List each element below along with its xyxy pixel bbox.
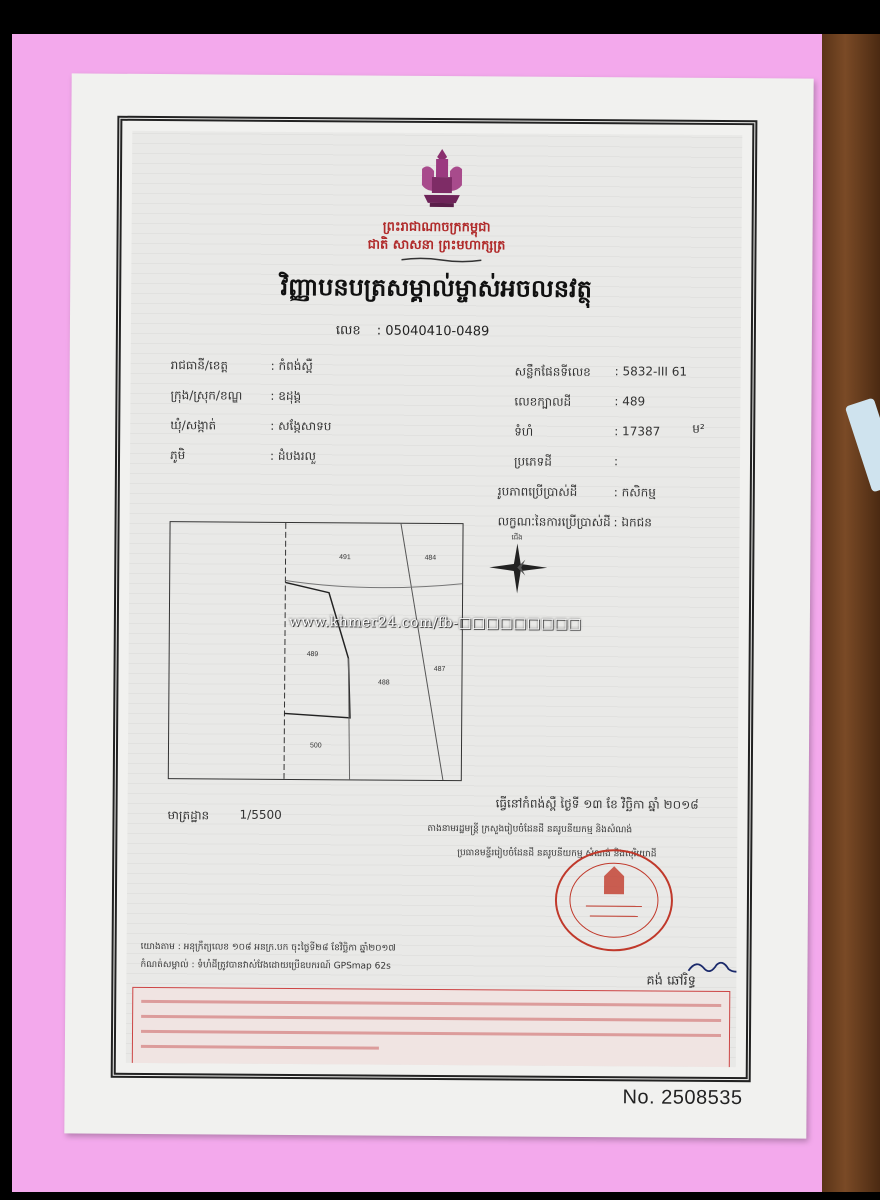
website-watermark: www.khmer24.com/fb-□□□□□□□□□ <box>288 613 582 632</box>
area-value: : 17387 <box>614 424 661 439</box>
map-sheet-label: សន្លឹកផែនទីលេខ <box>514 364 591 380</box>
warning-notice-box <box>132 987 731 1067</box>
north-label: ជើង <box>511 533 523 542</box>
use-nature-label: លក្ខណៈនៃការប្រើប្រាស់ដី <box>497 514 611 530</box>
commune-value: : សង្កែសាទប <box>270 418 332 434</box>
province-label: រាជធានី/ខេត្ត <box>170 358 229 373</box>
parcel-label-484: 484 <box>424 554 437 562</box>
royal-emblem-icon <box>414 147 470 209</box>
national-motto: ជាតិ សាសនា ព្រះមហាក្សត្រ <box>367 237 506 254</box>
certificate-body <box>126 131 742 1067</box>
village-label: ភូមិ <box>169 448 186 463</box>
official-seal-stamp <box>552 846 677 955</box>
parcel-label-491: 491 <box>339 554 351 562</box>
certificate-number-label: លេខ <box>335 323 361 339</box>
serial-number: No. 2508535 <box>622 1086 743 1110</box>
signer-title: តាងនាមរដ្ឋមន្ត្រី ក្រសួងរៀបចំដែនដី នគរូបនីយកម្ម និងសំណង់ <box>427 823 633 836</box>
certificate-number-value: : 05040410-0489 <box>376 323 490 340</box>
wood-table-edge <box>822 34 880 1192</box>
commune-label: ឃុំ/សង្កាត់ <box>170 418 217 433</box>
district-value: : ឧដុង្គ <box>270 388 302 404</box>
certificate-number <box>336 322 490 342</box>
footnote-measurement: កំណត់សម្គាល់ : ទំហំដីត្រូវបានវាស់វែងដោយប្រើឧបករណ៍ GPSmap 62s <box>140 959 391 972</box>
parcel-map <box>168 521 464 781</box>
certificate-paper <box>64 73 813 1138</box>
map-sheet-value: : 5832-III 61 <box>614 364 688 379</box>
scale-label: មាត្រដ្ឋាន <box>167 808 210 823</box>
issue-date: ធ្វើនៅកំពង់ស្ពឺ ថ្ងៃទី ១៣ ខែ វិច្ឆិកា ឆ្នាំ ២០១៨ <box>495 796 699 812</box>
parcel-number-value: : 489 <box>614 394 646 409</box>
signer-subtitle: ប្រធានមន្ទីររៀបចំដែនដី នគរូបនីយកម្ម សំណង់ និងសុរិយោដី <box>457 848 657 860</box>
parcel-number-label: លេខក្បាលដី <box>514 394 572 409</box>
certificate-frame <box>111 116 758 1082</box>
footnote-legal-basis: យោងតាម : អនុក្រឹត្យលេខ ១០៨ អនក្រ.បក ចុះថ្ងៃទី២៨ ខែវិច្ឆិកា ឆ្នាំ២០១៧ <box>140 941 396 954</box>
parcel-label-489: 489 <box>306 651 319 659</box>
scale-value: 1/5500 <box>239 807 282 822</box>
parcel-label-488: 488 <box>378 679 390 687</box>
compass-rose-icon <box>481 531 554 604</box>
ornament-divider <box>401 257 481 264</box>
kingdom-heading: ព្រះរាជាណាចក្រកម្ពុជា <box>382 219 491 236</box>
land-type-value: : <box>613 454 619 469</box>
area-unit: ម² <box>692 421 705 436</box>
land-use-label: រូបភាពប្រើប្រាស់ដី <box>497 484 578 499</box>
village-value: : ដំបងរលួ <box>269 448 317 464</box>
signed-name: គង់ ឆៅរិទ្ធ <box>646 973 696 989</box>
province-value: : កំពង់ស្ពឺ <box>270 358 313 374</box>
land-use-value: : កសិកម្ម <box>613 485 656 500</box>
use-nature-value: : ឯកជន <box>613 515 652 530</box>
parcel-label-500: 500 <box>310 742 322 750</box>
land-type-label: ប្រភេទដី <box>513 454 552 469</box>
parcel-label-487: 487 <box>433 665 446 673</box>
district-label: ក្រុង/ស្រុក/ខណ្ឌ <box>170 388 243 403</box>
certificate-title: វិញ្ញាបនបត្រសម្គាល់ម្ចាស់អចលនវត្ថុ <box>280 272 593 304</box>
area-label: ទំហំ <box>514 424 534 439</box>
